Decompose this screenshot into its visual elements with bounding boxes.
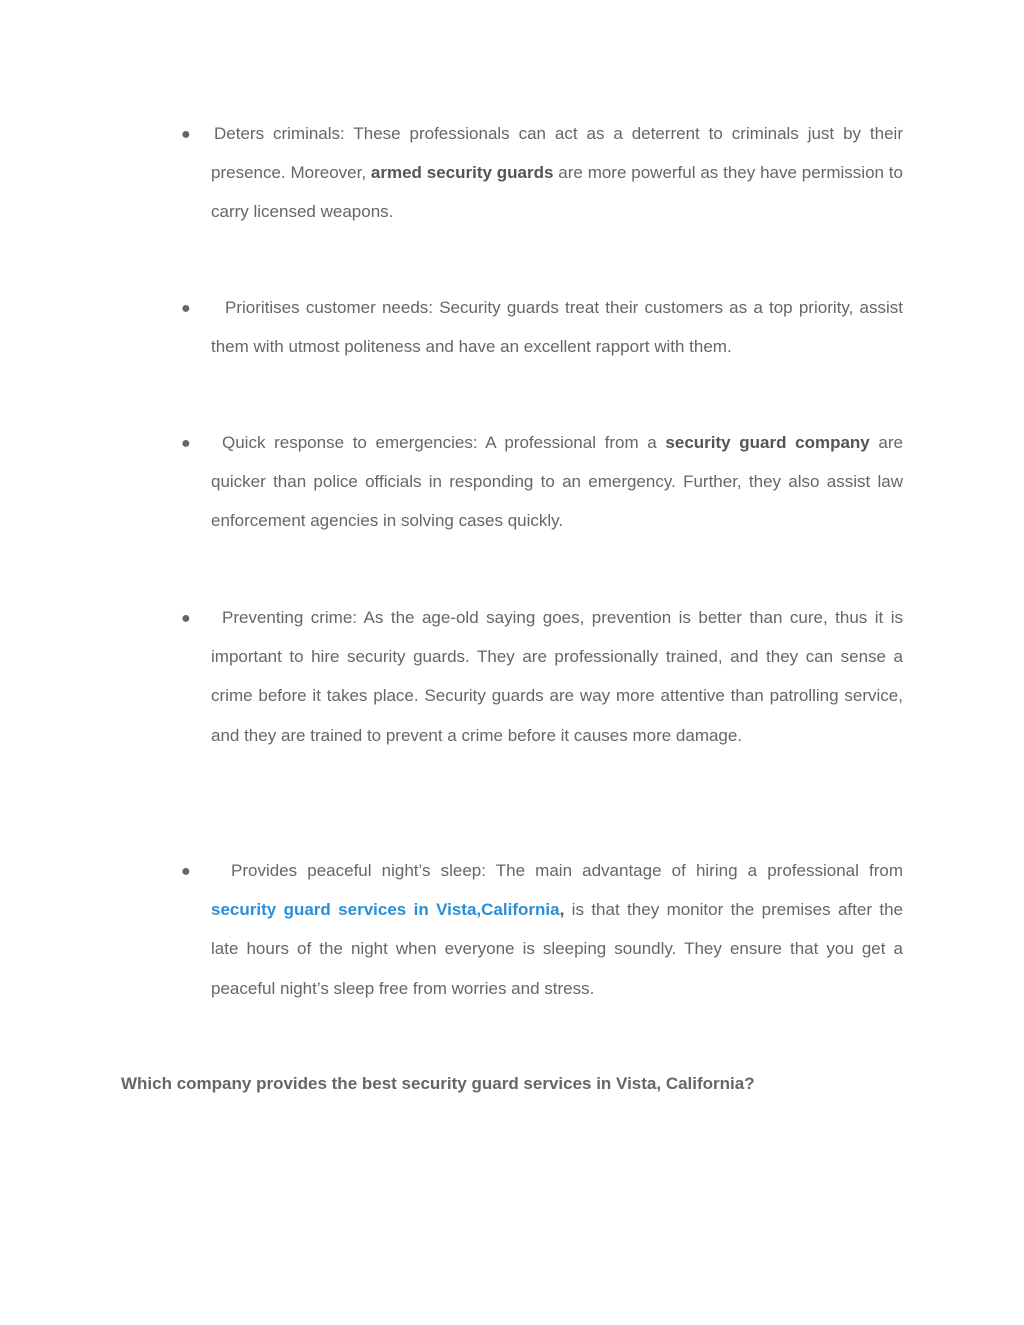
bullet-marker: ● [181,610,191,627]
bullet-marker: ● [181,435,191,452]
bullet-text [211,288,903,366]
bullet-text-pre: Provides peaceful night’s sleep: The main advantage of hiring a professional from [231,861,903,880]
bullet-text-post: is that they monitor the premises after the late hours of the night when everyone is sleeping soundly. They ensure that you get a peaceful night’s sleep free from worries and stress. [211,900,903,998]
bullet-text-pre: Deters criminals: These professionals can act as a deterrent to criminals just by their presence. Moreover, [211,124,903,183]
bullet-marker: ● [181,126,191,143]
security-guard-services-vista-link[interactable]: security guard services in Vista,California [211,900,560,920]
bullet-marker: ● [181,863,191,880]
bullet-text [211,423,903,541]
link-trailing-comma: , [559,900,565,920]
bullet-text-pre: Quick response to emergencies: A professional from a [222,433,666,452]
armed-security-guards-keyword: armed security guards [370,163,554,183]
section-heading: Which company provides the best security guard services in Vista, California? [121,1074,755,1093]
security-guard-company-keyword: security guard company [665,433,870,452]
bullet-text-post: are quicker than police officials in responding to an emergency. Further, they also assist law enforcement agencies in solving cases quickly. [211,433,904,531]
bullet-text [211,851,903,1008]
bullet-text-pre: Preventing crime: As the age-old saying goes, prevention is better than cure, thus it is important to hire security guards. They are professionally trained, and they can sense a crime before it takes place. Security guards are way more attentive than patrolling service, and they are trained to prevent a crime before it causes more damage. [211,608,903,745]
bullet-text-pre: Prioritises customer needs: Security guards treat their customers as a top priority, assist them with utmost politeness and have an excellent rapport with them. [211,298,903,357]
bullet-text [211,114,903,232]
bullet-text [211,598,903,755]
bullet-marker: ● [181,300,191,317]
bullet-text-post: are more powerful as they have permission to carry licensed weapons. [211,163,903,222]
